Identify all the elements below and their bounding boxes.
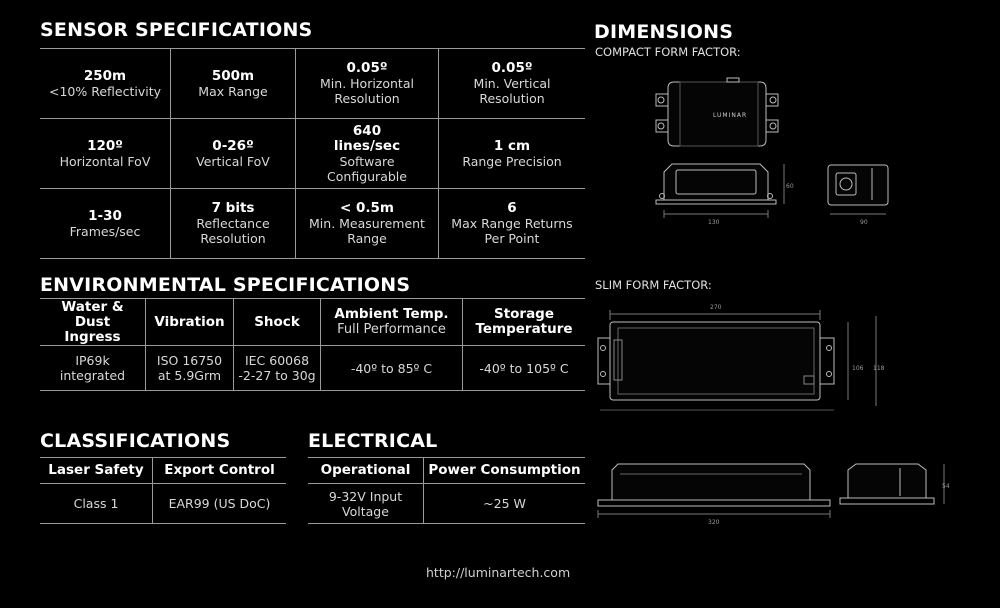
spec-label: Frames/sec bbox=[69, 223, 141, 239]
spec-label: Software Configurable bbox=[327, 153, 407, 184]
electrical-title: ELECTRICAL bbox=[308, 430, 438, 452]
spec-value: 500m bbox=[211, 67, 255, 84]
sensor-specs-title: SENSOR SPECIFICATIONS bbox=[40, 19, 313, 41]
header-sublabel: Full Performance bbox=[337, 322, 446, 337]
brand-label: LUMINAR bbox=[713, 112, 748, 119]
spec-label: Horizontal FoV bbox=[59, 153, 151, 169]
spec-label: Min. Horizontal Resolution bbox=[320, 76, 414, 106]
environmental-specs-title: ENVIRONMENTAL SPECIFICATIONS bbox=[40, 274, 411, 296]
header-label: Operational bbox=[320, 462, 411, 478]
header-label: Laser Safety bbox=[48, 462, 144, 478]
spec-label: Max Range Returns Per Point bbox=[451, 216, 573, 246]
dimension-label: 90 bbox=[860, 219, 868, 226]
dimension-label: 54 bbox=[942, 483, 950, 490]
header-label: Storage Temperature bbox=[475, 306, 573, 337]
dimension-label: 130 bbox=[708, 219, 720, 226]
spec-value: 0.05º bbox=[346, 60, 388, 76]
cell-value: ISO 16750 at 5.9Grm bbox=[156, 353, 223, 383]
cell-value: 9-32V Input Voltage bbox=[328, 488, 403, 519]
cell-value: ~25 W bbox=[483, 496, 526, 511]
dimension-label: 106 bbox=[852, 365, 864, 372]
compact-front-view bbox=[828, 165, 888, 214]
spec-label: Min. Vertical Resolution bbox=[473, 76, 551, 106]
cell-value: -40º to 85º C bbox=[350, 360, 433, 376]
header-label: Power Consumption bbox=[428, 462, 581, 478]
header-label: Vibration bbox=[154, 313, 225, 330]
dimension-label: 270 bbox=[710, 304, 722, 311]
header-label: Ambient Temp. bbox=[334, 306, 449, 322]
cell-value: -40º to 105º C bbox=[479, 360, 569, 376]
slim-side-view bbox=[598, 464, 830, 518]
spec-value: 1-30 bbox=[88, 207, 122, 224]
cell-value: EAR99 (US DoC) bbox=[168, 496, 271, 511]
dimension-label: 118 bbox=[873, 365, 885, 372]
spec-value: 640 lines/sec bbox=[333, 122, 401, 154]
dimension-label: 60 bbox=[786, 183, 794, 190]
header-label: Export Control bbox=[164, 462, 275, 478]
spec-value: 7 bits bbox=[211, 200, 255, 216]
classifications-title: CLASSIFICATIONS bbox=[40, 430, 231, 452]
slim-form-factor-label: SLIM FORM FACTOR: bbox=[595, 278, 712, 292]
website-link[interactable]: http://luminartech.com bbox=[426, 565, 571, 580]
spec-label: <10% Reflectivity bbox=[48, 83, 162, 99]
dimension-label: 320 bbox=[708, 519, 720, 526]
spec-value: 250m bbox=[83, 67, 127, 84]
spec-label: Max Range bbox=[198, 83, 268, 99]
spec-value: 0.05º bbox=[491, 60, 533, 76]
dimensions-title: DIMENSIONS bbox=[594, 21, 734, 43]
compact-form-factor-label: COMPACT FORM FACTOR: bbox=[595, 45, 741, 59]
spec-value: 6 bbox=[507, 200, 517, 216]
spec-value: 0-26º bbox=[212, 137, 254, 154]
compact-side-view bbox=[656, 164, 784, 218]
slim-end-view bbox=[840, 464, 944, 504]
spec-label: Reflectance Resolution bbox=[196, 216, 270, 246]
spec-value: < 0.5m bbox=[340, 200, 394, 216]
header-label: Water & Dust Ingress bbox=[61, 298, 124, 345]
spec-label: Min. Measurement Range bbox=[309, 216, 425, 246]
spec-value: 120º bbox=[87, 137, 123, 154]
slim-top-view bbox=[598, 310, 876, 410]
cell-value: Class 1 bbox=[73, 496, 119, 511]
spec-label: Range Precision bbox=[462, 153, 562, 169]
cell-value: IP69k integrated bbox=[59, 353, 126, 383]
spec-label: Vertical FoV bbox=[196, 153, 270, 169]
spec-value: 1 cm bbox=[493, 137, 531, 154]
cell-value: IEC 60068 -2-27 to 30g bbox=[238, 353, 316, 383]
header-label: Shock bbox=[254, 313, 300, 330]
